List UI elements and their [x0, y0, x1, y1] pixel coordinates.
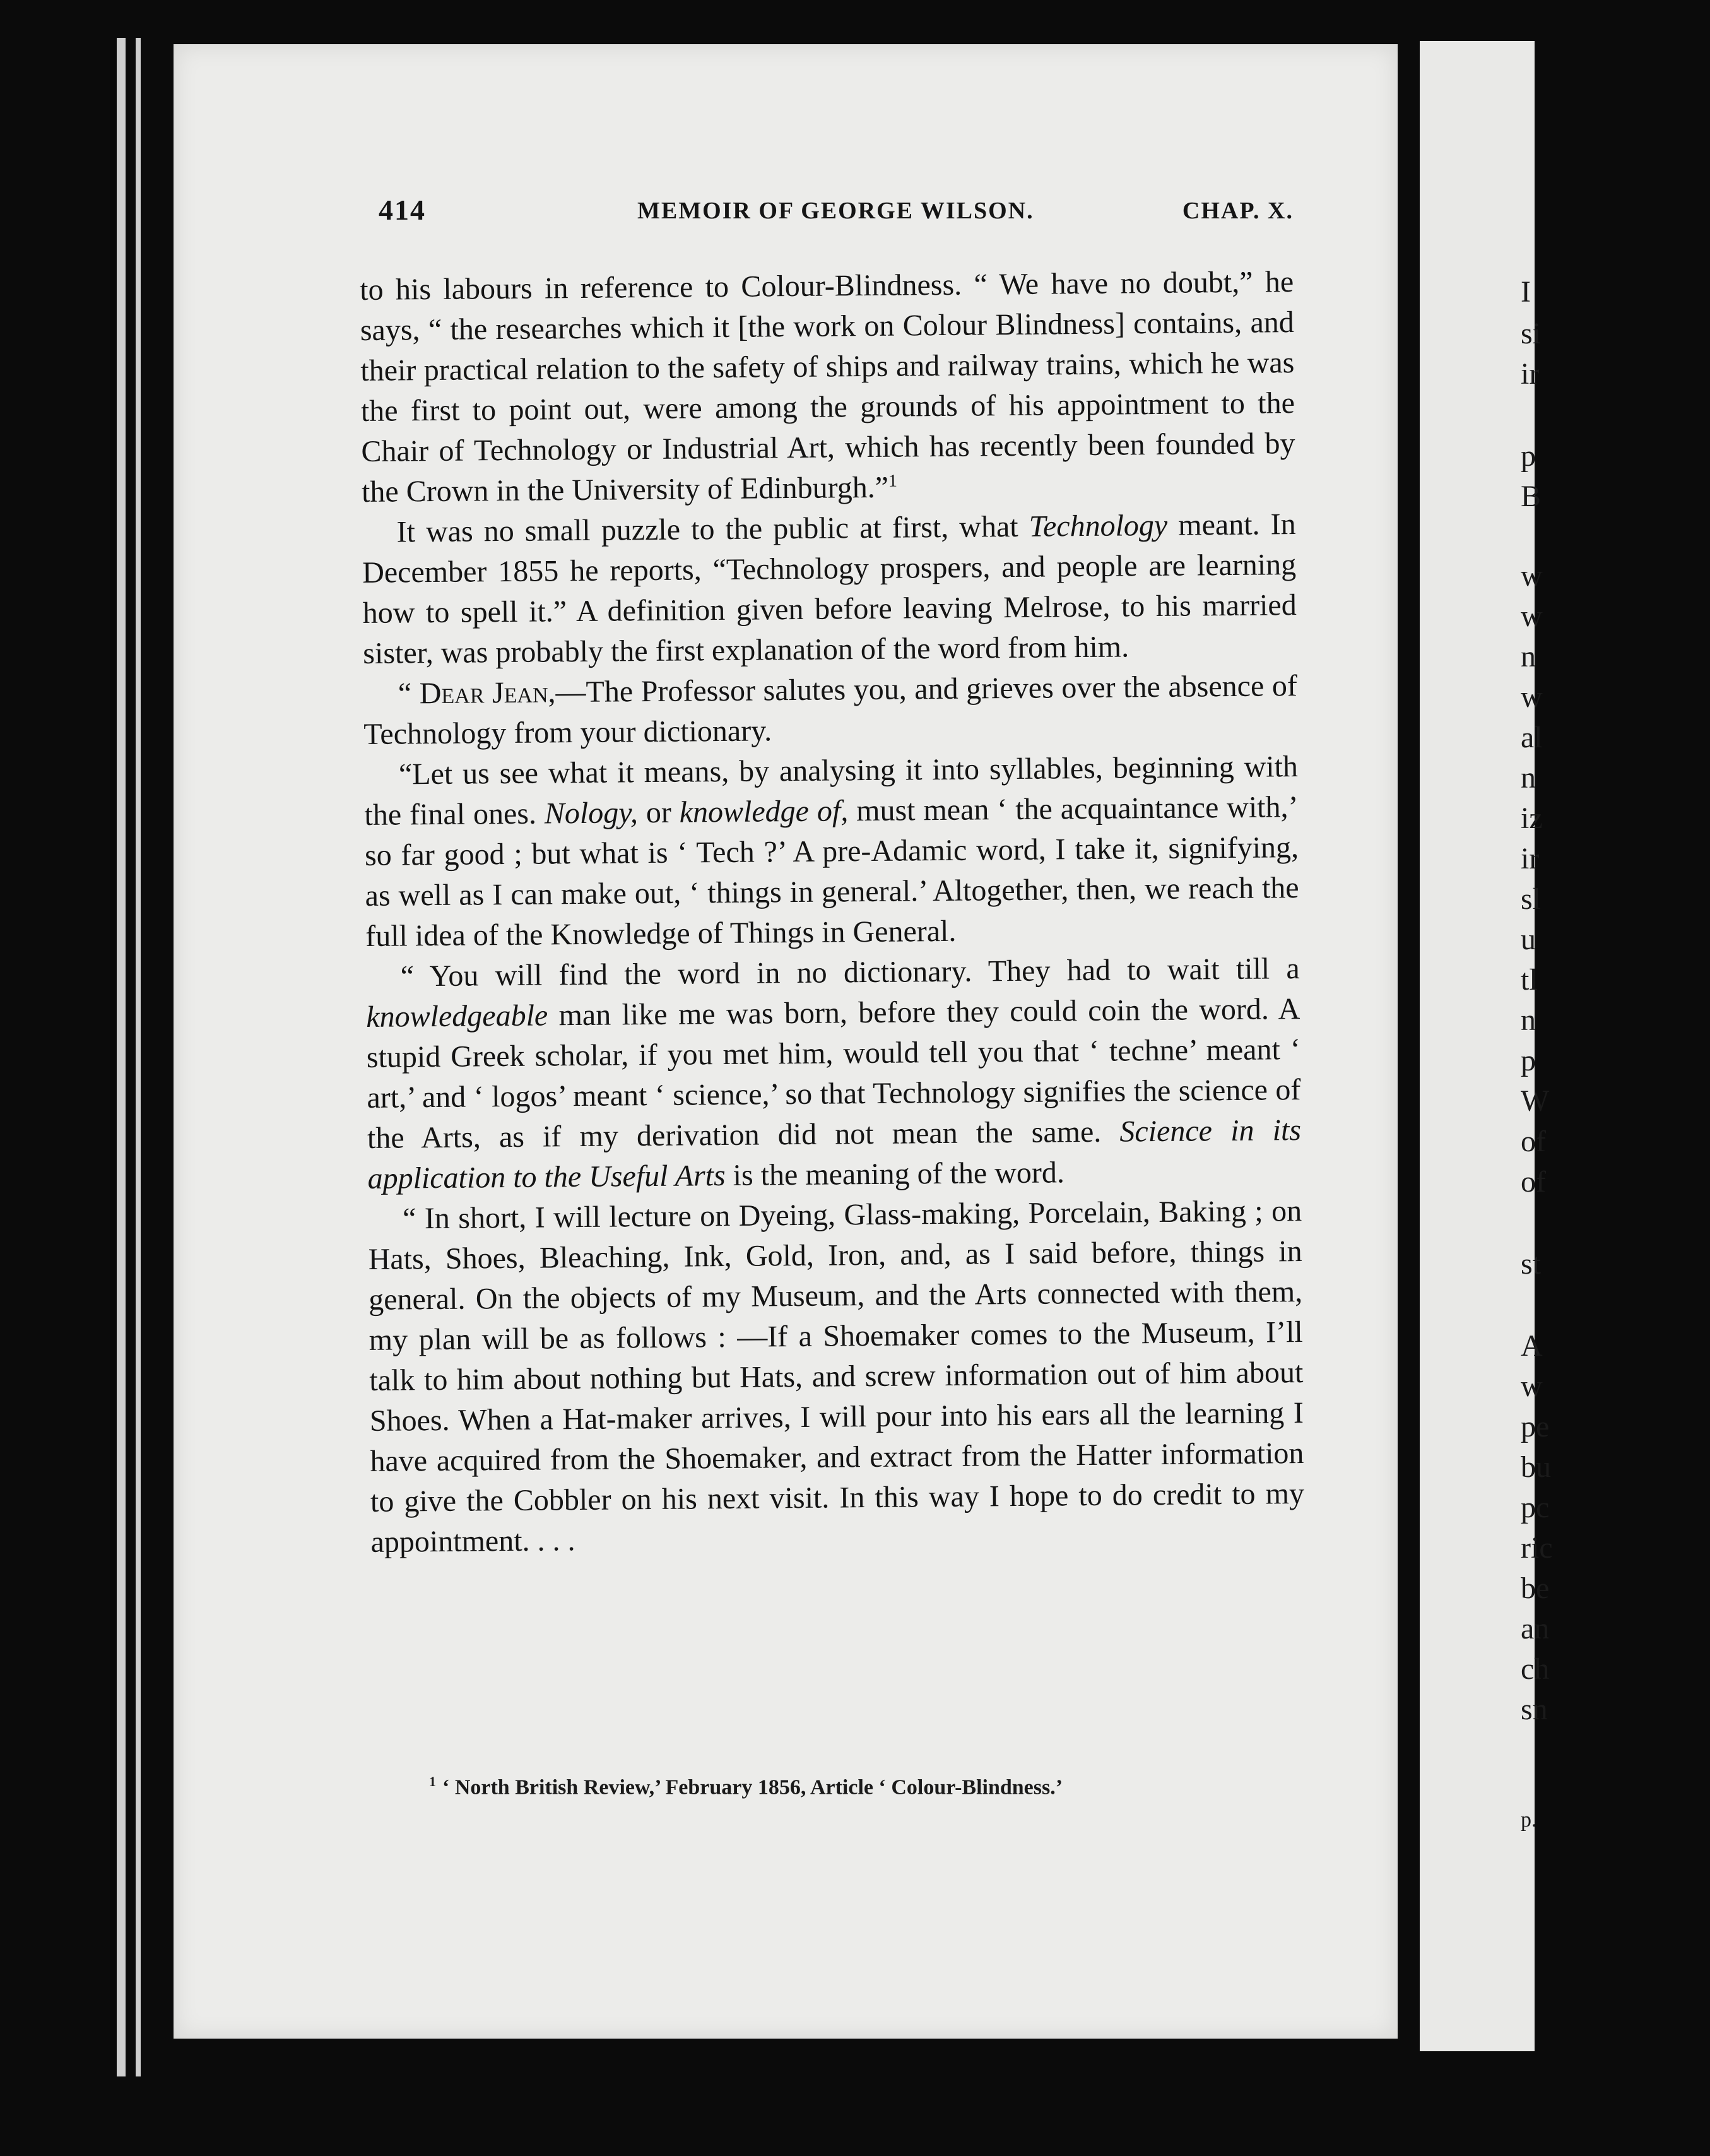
facing-line: ir — [1521, 357, 1540, 391]
salutation: Dear Jean, — [419, 675, 556, 711]
italic-term: Nology, — [544, 796, 639, 831]
facing-line: p — [1521, 1044, 1536, 1077]
facing-page-edge — [1420, 41, 1553, 2051]
binding-edge-right — [136, 38, 141, 2076]
paragraph: It was no small puzzle to the public at first, what Technology meant. In December 1855 he reports, “Technology prospers, and people are learning how to spell it.” A definition given before leaving Melrose, to his married sister, was probably the first explanation of the word from him. — [362, 507, 1297, 670]
running-head: MEMOIR OF GEORGE WILSON. — [637, 198, 1034, 224]
facing-line: sn — [1521, 1693, 1548, 1726]
italic-term: knowledge of, — [679, 794, 849, 829]
facing-line: al — [1521, 721, 1543, 754]
italic-term: Technology — [1029, 508, 1168, 543]
facing-line: w — [1521, 680, 1543, 714]
footnote-text: ‘ North British Review,’ February 1856, Article ‘ Colour-Blindness.’ — [442, 1775, 1063, 1799]
facing-line: n — [1521, 1004, 1536, 1037]
facing-line: w — [1521, 559, 1543, 593]
facing-line: st — [1521, 1247, 1542, 1281]
facing-line: p — [1521, 439, 1536, 473]
footnote-reference: 1 — [888, 471, 898, 491]
paragraph: “Let us see what it means, by analysing it into syllables, beginning with the final ones. Nology, or knowledge of, must mean ‘ the acquaintance with,’ so far good ; but what is ‘ Tech ?’ A pre-Adamic word, I take it, signifying, as well as I can make out, ‘ things in general.’ Altogether, then, we reach the full idea of the Knowledge of Things in General. — [364, 750, 1299, 953]
paragraph: “ You will find the word in no dictionary. They had to wait till a knowledgeable man like me was born, before they could coin the word. A stupid Greek scholar, if you met him, would tell you that ‘ techne’ meant ‘ art,’ and ‘ logos’ meant ‘ science,’ so that Technology signifies the science of the Arts, as if my derivation did not mean the same. Science in its application to the Useful Arts is the meaning of the word. — [366, 952, 1302, 1195]
facing-line: pe — [1521, 1410, 1550, 1443]
facing-line: sl — [1521, 882, 1542, 916]
italic-term: knowledgeable — [366, 998, 548, 1034]
binding-edge-left — [117, 38, 126, 2076]
facing-line: tl — [1521, 963, 1538, 997]
facing-line: I — [1521, 275, 1531, 309]
facing-line: of — [1521, 1125, 1546, 1158]
facing-line: of — [1521, 1165, 1546, 1199]
facing-line: ir — [1521, 842, 1540, 875]
facing-line: W — [1521, 1084, 1550, 1118]
facing-line: B — [1521, 480, 1542, 513]
facing-line: n — [1521, 640, 1536, 673]
facing-line: n — [1521, 761, 1536, 795]
chapter-label: CHAP. X. — [1182, 198, 1294, 224]
facing-line: be — [1521, 1572, 1550, 1605]
body-text — [360, 262, 1305, 1563]
paragraph: “ In short, I will lecture on Dyeing, Glass-making, Porcelain, Baking ; on Hats, Shoes, Bleaching, Ink, Gold, Iron, and, as I said before, things in general. On the objects of my Museum, and the Arts connected with them, my plan will be as follows : —If a Shoemaker comes to the Museum, I’ll talk to him about nothing but Hats, and screw information out of him about Shoes. When a Hat-maker arrives, I will pour into his ears all the learning I have acquired from the Shoemaker, and extract from the Hatter information to give the Cobbler on his next visit. In this way I hope to do credit to my appointment. . . . — [368, 1194, 1305, 1559]
footnote-mark: 1 — [429, 1774, 436, 1789]
facing-line: ch — [1521, 1652, 1550, 1686]
facing-line: A — [1521, 1329, 1543, 1363]
facing-line: u — [1521, 923, 1536, 956]
page-number: 414 — [379, 194, 426, 226]
facing-line: si — [1521, 317, 1542, 350]
footnote — [429, 1774, 1249, 1799]
facing-line: bu — [1521, 1450, 1551, 1484]
italic-term: Science in its application to the Useful Arts — [367, 1113, 1302, 1195]
facing-line: pc — [1521, 1491, 1550, 1524]
facing-line: ric — [1521, 1531, 1553, 1565]
paragraph: “ Dear Jean,—The Professor salutes you, and grieves over the absence of Technology from your dictionary. — [363, 669, 1298, 751]
page-header — [379, 193, 1294, 231]
facing-line: iz — [1521, 802, 1543, 835]
paragraph: to his labours in reference to Colour-Blindness. “ We have no doubt,” he says, “ the researches which it [the work on Colour Blindness] contains, and their practical relation to the safety of ships and railway trains, which he was the first to point out, were among the grounds of his appointment to the Chair of Technology or Industrial Art, which has recently been founded by the Crown in the University of Edinburgh.”$^1$ — [360, 265, 1295, 509]
facing-line: w — [1521, 600, 1543, 633]
facing-line: w — [1521, 1370, 1543, 1403]
facing-line: p. — [1521, 1808, 1537, 1832]
facing-line: an — [1521, 1612, 1550, 1645]
